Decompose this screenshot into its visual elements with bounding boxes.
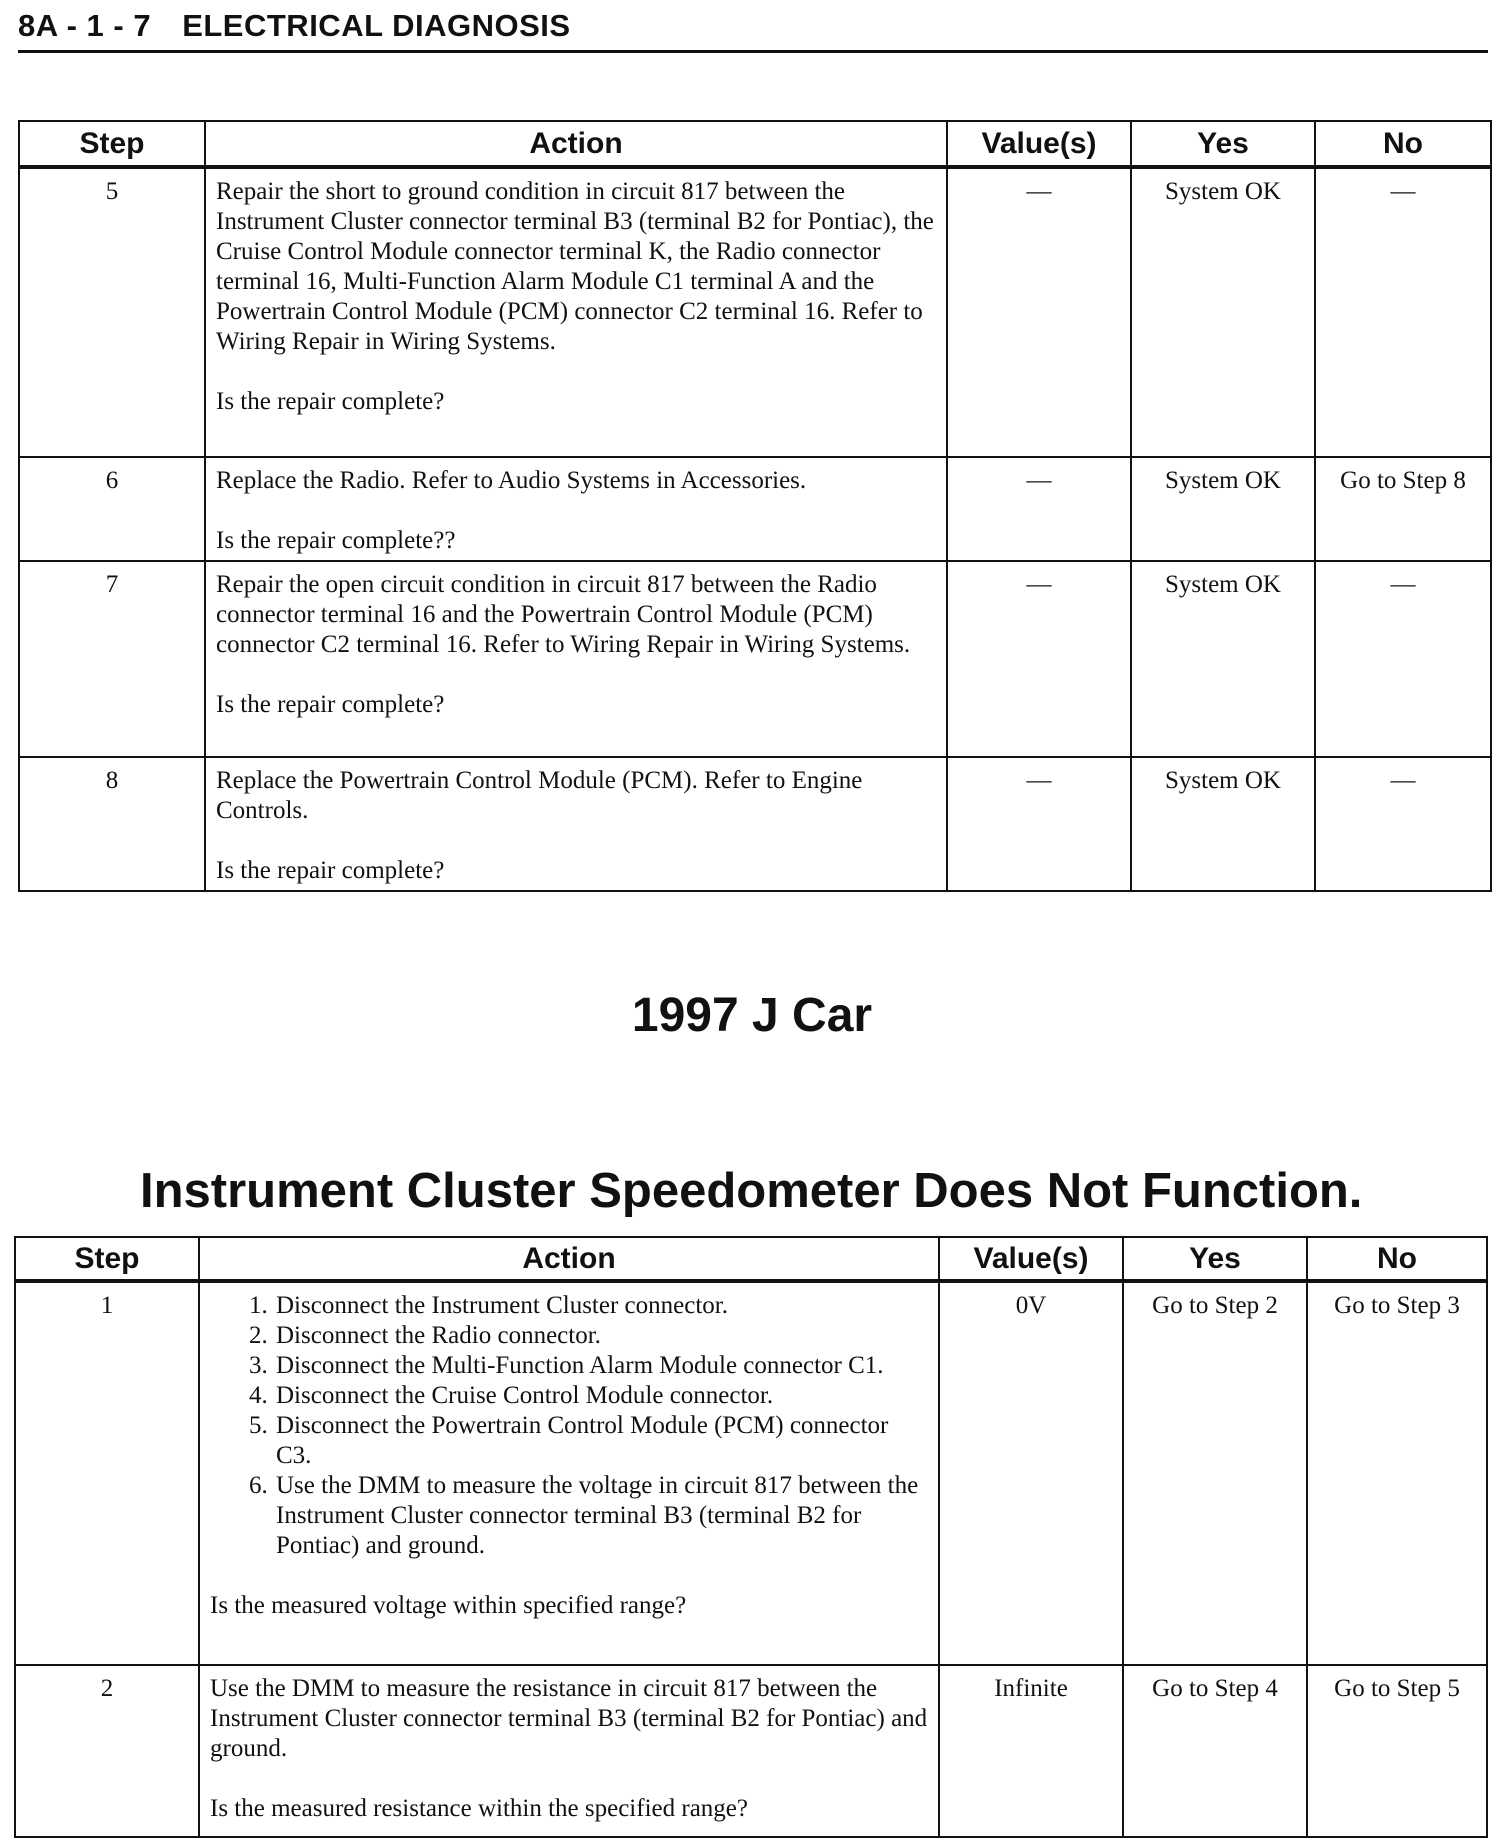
- yes-cell: System OK: [1131, 561, 1315, 757]
- action-text: Replace the Radio. Refer to Audio Systems in Accessories.: [216, 467, 807, 494]
- yes-cell: System OK: [1131, 757, 1315, 891]
- action-cell: [205, 457, 947, 561]
- no-cell: —: [1315, 757, 1491, 891]
- no-cell: —: [1315, 561, 1491, 757]
- yes-cell: System OK: [1131, 457, 1315, 561]
- yes-cell: Go to Step 4: [1123, 1665, 1307, 1837]
- col-header-step: Step: [19, 121, 205, 167]
- page-number: 8A - 1 - 7: [18, 8, 152, 43]
- action-question: Is the repair complete??: [216, 527, 456, 554]
- action-question: Is the repair complete?: [216, 388, 445, 415]
- action-cell: [199, 1281, 939, 1665]
- action-cell: [205, 757, 947, 891]
- list-item: 5. Disconnect the Powertrain Control Module (PCM) connector C3.: [274, 1411, 928, 1471]
- table-row: [15, 1665, 1487, 1837]
- step-number: 5: [19, 167, 205, 457]
- action-text: Replace the Powertrain Control Module (PCM). Refer to Engine Controls.: [216, 767, 863, 824]
- list-item: 1. Disconnect the Instrument Cluster connector.: [274, 1291, 928, 1321]
- action-text: Repair the open circuit condition in circuit 817 between the Radio connector terminal 16 and the Powertrain Control Module (PCM) connector C2 terminal 16. Refer to Wiring Repair in Wiring Systems.: [216, 571, 911, 658]
- action-question: Is the repair complete?: [216, 857, 445, 884]
- yes-cell: Go to Step 2: [1123, 1281, 1307, 1665]
- col-header-no: No: [1307, 1237, 1487, 1281]
- col-header-values: Value(s): [939, 1237, 1123, 1281]
- no-cell: —: [1315, 167, 1491, 457]
- action-cell: [205, 561, 947, 757]
- col-header-yes: Yes: [1131, 121, 1315, 167]
- table-row: [19, 167, 1491, 457]
- value-cell: Infinite: [939, 1665, 1123, 1837]
- step-number: 6: [19, 457, 205, 561]
- col-header-no: No: [1315, 121, 1491, 167]
- action-cell: [199, 1665, 939, 1837]
- speedometer-diagnosis-table: [14, 1236, 1488, 1838]
- col-header-action: Action: [199, 1237, 939, 1281]
- step-number: 7: [19, 561, 205, 757]
- no-cell: Go to Step 3: [1307, 1281, 1487, 1665]
- value-cell: —: [947, 457, 1131, 561]
- col-header-action: Action: [205, 121, 947, 167]
- col-header-yes: Yes: [1123, 1237, 1307, 1281]
- list-item: 3. Disconnect the Multi-Function Alarm Module connector C1.: [274, 1351, 928, 1381]
- list-item: 6. Use the DMM to measure the voltage in circuit 817 between the Instrument Cluster connector terminal B3 (terminal B2 for Pontiac) and ground.: [274, 1471, 928, 1561]
- value-cell: —: [947, 561, 1131, 757]
- table-row: [15, 1281, 1487, 1665]
- table-header-row: [15, 1237, 1487, 1281]
- action-cell: [205, 167, 947, 457]
- table-row: [19, 757, 1491, 891]
- list-item: 4. Disconnect the Cruise Control Module connector.: [274, 1381, 928, 1411]
- action-text: Repair the short to ground condition in circuit 817 between the Instrument Cluster connector terminal B3 (terminal B2 for Pontiac), the Cruise Control Module connector terminal K, the Radio connector terminal 16, Multi-Function Alarm Module C1 terminal A and the Powertrain Control Module (PCM) connector C2 terminal 16. Refer to Wiring Repair in Wiring Systems.: [216, 178, 934, 355]
- table-row: [19, 561, 1491, 757]
- page-header: [18, 6, 1488, 53]
- value-cell: —: [947, 167, 1131, 457]
- car-title: 1997 J Car: [631, 989, 873, 1042]
- section-header-title: ELECTRICAL DIAGNOSIS: [182, 8, 571, 43]
- procedure-list: [244, 1291, 928, 1561]
- value-cell: 0V: [939, 1281, 1123, 1665]
- value-cell: —: [947, 757, 1131, 891]
- no-cell: Go to Step 8: [1315, 457, 1491, 561]
- table-row: [19, 457, 1491, 561]
- yes-cell: System OK: [1131, 167, 1315, 457]
- col-header-values: Value(s): [947, 121, 1131, 167]
- col-header-step: Step: [15, 1237, 199, 1281]
- diagnosis-table-continued: [18, 120, 1492, 892]
- step-number: 2: [15, 1665, 199, 1837]
- action-question: Is the repair complete?: [216, 691, 445, 718]
- action-question: Is the measured resistance within the specified range?: [210, 1795, 748, 1822]
- list-item: 2. Disconnect the Radio connector.: [274, 1321, 928, 1351]
- procedure-title: Instrument Cluster Speedometer Does Not Function.: [140, 1164, 1363, 1218]
- table-header-row: [19, 121, 1491, 167]
- action-text: Use the DMM to measure the resistance in circuit 817 between the Instrument Cluster connector terminal B3 (terminal B2 for Pontiac) and ground.: [210, 1675, 928, 1762]
- step-number: 8: [19, 757, 205, 891]
- step-number: 1: [15, 1281, 199, 1665]
- no-cell: Go to Step 5: [1307, 1665, 1487, 1837]
- action-question: Is the measured voltage within specified range?: [210, 1592, 687, 1619]
